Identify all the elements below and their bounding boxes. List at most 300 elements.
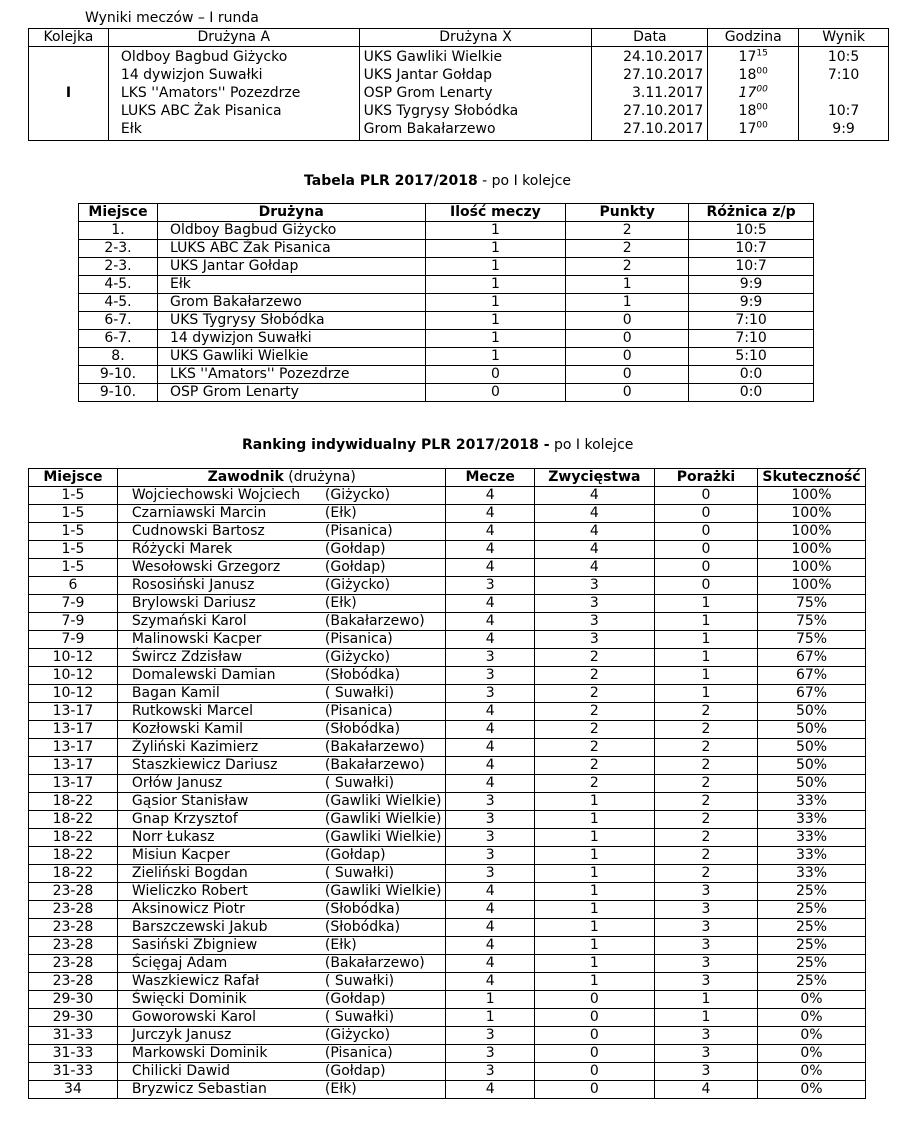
player-cell [117, 1027, 446, 1045]
player-team: (Gawliki Wielkie) [324, 793, 442, 809]
player-cell [117, 667, 446, 685]
team-cell: Grom Bakałarzewo [157, 294, 425, 312]
table-row [29, 577, 866, 595]
player-name: Markowski Dominik [131, 1045, 268, 1061]
player-team: (Ełk) [324, 1081, 357, 1097]
player-cell [117, 613, 446, 631]
player-cell [117, 865, 446, 883]
place-cell: 29-30 [29, 1009, 118, 1027]
table-row [29, 505, 866, 523]
efficiency-cell: 67% [758, 685, 866, 703]
points-cell: 0 [566, 330, 689, 348]
player-name: Bagan Kamil [131, 685, 220, 701]
player-name: Żyliński Kazimierz [131, 739, 259, 755]
match-hour: 17 [738, 49, 757, 65]
place-cell: 6 [29, 577, 118, 595]
table-row [79, 222, 814, 240]
player-name: Chilicki Dawid [131, 1063, 230, 1079]
matches-cell: 3 [446, 865, 534, 883]
efficiency-cell: 100% [758, 487, 866, 505]
losses-cell: 3 [654, 883, 757, 901]
player-team: (Bakałarzewo) [324, 739, 425, 755]
team-cell: LUKS ABC Żak Pisanica [157, 240, 425, 258]
team-a-name: LKS ''Amators'' Pozezdrze [120, 85, 301, 101]
efficiency-cell: 25% [758, 973, 866, 991]
losses-cell: 1 [654, 595, 757, 613]
wins-cell: 2 [534, 685, 654, 703]
table-row [29, 1045, 866, 1063]
efficiency-cell: 25% [758, 955, 866, 973]
header-team-x: Drużyna X [359, 29, 592, 47]
points-cell: 0 [566, 384, 689, 402]
place-cell: 7-9 [29, 613, 118, 631]
matches-cell: 4 [446, 739, 534, 757]
time-cell [708, 47, 799, 141]
wins-cell: 4 [534, 541, 654, 559]
place-cell: 7-9 [29, 595, 118, 613]
difference-cell: 9:9 [689, 276, 814, 294]
player-name: Barszczewski Jakub [131, 919, 268, 935]
efficiency-cell: 100% [758, 541, 866, 559]
wins-cell: 1 [534, 793, 654, 811]
wins-cell: 4 [534, 523, 654, 541]
matches-cell: 4 [446, 919, 534, 937]
player-team: (Gawliki Wielkie) [324, 829, 442, 845]
matches-count-cell: 1 [425, 312, 566, 330]
table-row [29, 1027, 866, 1045]
losses-cell: 3 [654, 919, 757, 937]
player-cell [117, 577, 446, 595]
player-entry [132, 1081, 442, 1098]
table-row [29, 919, 866, 937]
place-cell: 23-28 [29, 883, 118, 901]
player-name: Goworowski Karol [131, 1009, 256, 1025]
player-cell [117, 1063, 446, 1081]
match-time [712, 102, 794, 120]
player-team: (Gołdap) [324, 541, 386, 557]
wins-cell: 1 [534, 937, 654, 955]
player-team: ( Suwałki) [324, 685, 395, 701]
matches-cell: 1 [446, 1009, 534, 1027]
team-cell: Oldboy Bagbud Giżycko [157, 222, 425, 240]
player-team: (Bakałarzewo) [324, 613, 425, 629]
matches-cell: 4 [446, 703, 534, 721]
player-team: (Gawliki Wielkie) [324, 811, 442, 827]
place-cell: 1. [79, 222, 158, 240]
player-entry [132, 577, 442, 594]
difference-cell: 5:10 [689, 348, 814, 366]
losses-cell: 2 [654, 703, 757, 721]
place-cell: 6-7. [79, 312, 158, 330]
efficiency-cell: 100% [758, 577, 866, 595]
player-team: (Giżycko) [324, 487, 391, 503]
player-entry [132, 793, 442, 810]
table-row [29, 1081, 866, 1099]
place-cell: 18-22 [29, 865, 118, 883]
efficiency-cell: 67% [758, 667, 866, 685]
team-x-name: OSP Grom Lenarty [363, 85, 493, 101]
team-x-name: UKS Gawliki Wielkie [363, 49, 503, 65]
player-team: (Pisanica) [324, 703, 393, 719]
matches-cell: 3 [446, 649, 534, 667]
match-hour: 17 [738, 85, 757, 101]
matches-cell: 4 [446, 541, 534, 559]
difference-cell: 10:7 [689, 240, 814, 258]
place-cell: 34 [29, 1081, 118, 1099]
player-name: Zieliński Bogdan [131, 865, 248, 881]
player-entry [132, 775, 442, 792]
player-name: Malinowski Kacper [131, 631, 262, 647]
player-entry [132, 595, 442, 612]
table-row [29, 757, 866, 775]
player-entry [132, 1045, 442, 1062]
place-cell: 29-30 [29, 991, 118, 1009]
player-cell [117, 793, 446, 811]
losses-cell: 0 [654, 487, 757, 505]
points-cell: 2 [566, 240, 689, 258]
match-minute: 15 [756, 48, 768, 59]
player-name: Wesołowski Grzegorz [131, 559, 281, 575]
efficiency-cell: 75% [758, 613, 866, 631]
matches-cell: 4 [446, 757, 534, 775]
losses-cell: 1 [654, 667, 757, 685]
wins-cell: 2 [534, 667, 654, 685]
team-a-name: 14 dywizjon Suwałki [120, 67, 263, 83]
wins-cell: 2 [534, 757, 654, 775]
points-cell: 0 [566, 366, 689, 384]
player-entry [132, 811, 442, 828]
difference-cell: 0:0 [689, 384, 814, 402]
efficiency-cell: 67% [758, 649, 866, 667]
player-team: (Giżycko) [324, 649, 391, 665]
header-losses: Porażki [654, 469, 757, 487]
header-team: Drużyna [157, 204, 425, 222]
efficiency-cell: 50% [758, 721, 866, 739]
efficiency-cell: 33% [758, 793, 866, 811]
team-x-name: UKS Tygrysy Słobódka [363, 103, 519, 119]
results-header-row [29, 29, 889, 47]
table-row [29, 703, 866, 721]
wins-cell: 1 [534, 865, 654, 883]
table-row [29, 559, 866, 577]
place-cell: 10-12 [29, 667, 118, 685]
player-name: Szymański Karol [131, 613, 247, 629]
player-team: (Bakałarzewo) [324, 757, 425, 773]
efficiency-cell: 0% [758, 1063, 866, 1081]
losses-cell: 1 [654, 649, 757, 667]
matches-cell: 4 [446, 1081, 534, 1099]
losses-cell: 4 [654, 1081, 757, 1099]
player-name: Święcki Dominik [131, 991, 247, 1007]
wins-cell: 4 [534, 559, 654, 577]
place-cell: 23-28 [29, 937, 118, 955]
player-cell [117, 1009, 446, 1027]
match-hour: 18 [738, 103, 757, 119]
player-cell [117, 523, 446, 541]
losses-cell: 0 [654, 541, 757, 559]
match-date: 27.10.2017 [623, 67, 704, 83]
table-row [29, 973, 866, 991]
place-cell: 13-17 [29, 757, 118, 775]
wins-cell: 0 [534, 1081, 654, 1099]
wins-cell: 3 [534, 613, 654, 631]
header-player: Zawodnik (drużyna) [117, 469, 446, 487]
player-entry [132, 829, 442, 846]
team-a-name: Oldboy Bagbud Giżycko [120, 49, 288, 65]
player-team: (Gołdap) [324, 847, 386, 863]
matches-cell: 3 [446, 1063, 534, 1081]
matches-cell: 4 [446, 775, 534, 793]
efficiency-cell: 75% [758, 631, 866, 649]
player-name: Cudnowski Bartosz [131, 523, 265, 539]
match-date: 27.10.2017 [623, 103, 704, 119]
table-row [29, 721, 866, 739]
player-name: Kozłowski Kamil [131, 721, 243, 737]
header-place: Miejsce [79, 204, 158, 222]
matches-cell: 1 [446, 991, 534, 1009]
player-cell [117, 1045, 446, 1063]
matches-count-cell: 1 [425, 348, 566, 366]
wins-cell: 2 [534, 721, 654, 739]
player-cell [117, 955, 446, 973]
team-x-cell [359, 47, 592, 141]
place-cell: 13-17 [29, 703, 118, 721]
losses-cell: 0 [654, 577, 757, 595]
matches-cell: 4 [446, 559, 534, 577]
place-cell: 13-17 [29, 721, 118, 739]
player-name: Brylowski Dariusz [131, 595, 256, 611]
losses-cell: 0 [654, 559, 757, 577]
efficiency-cell: 50% [758, 775, 866, 793]
wins-cell: 2 [534, 775, 654, 793]
player-entry [132, 703, 442, 720]
team-cell: 14 dywizjon Suwałki [157, 330, 425, 348]
match-time [712, 66, 794, 84]
team-cell: UKS Jantar Gołdap [157, 258, 425, 276]
efficiency-cell: 25% [758, 919, 866, 937]
place-cell: 10-12 [29, 685, 118, 703]
match-date: 3.11.2017 [631, 85, 704, 101]
wins-cell: 1 [534, 847, 654, 865]
matches-count-cell: 1 [425, 294, 566, 312]
matches-cell: 3 [446, 1027, 534, 1045]
team-cell: Ełk [157, 276, 425, 294]
points-cell: 2 [566, 222, 689, 240]
matches-cell: 3 [446, 811, 534, 829]
place-cell: 31-33 [29, 1027, 118, 1045]
place-cell: 8. [79, 348, 158, 366]
losses-cell: 3 [654, 937, 757, 955]
efficiency-cell: 25% [758, 901, 866, 919]
matches-cell: 4 [446, 955, 534, 973]
player-name: Domalewski Damian [131, 667, 276, 683]
player-cell [117, 775, 446, 793]
points-cell: 1 [566, 294, 689, 312]
player-team: (Słobódka) [324, 721, 401, 737]
wins-cell: 1 [534, 883, 654, 901]
results-body-row [29, 47, 889, 141]
difference-cell: 10:5 [689, 222, 814, 240]
header-efficiency: Skuteczność [758, 469, 866, 487]
place-cell: 31-33 [29, 1063, 118, 1081]
losses-cell: 2 [654, 847, 757, 865]
table-row [79, 312, 814, 330]
match-time [712, 120, 794, 138]
player-name: Bryzwicz Sebastian [131, 1081, 267, 1097]
table-row [79, 348, 814, 366]
points-cell: 0 [566, 312, 689, 330]
player-cell [117, 829, 446, 847]
efficiency-cell: 100% [758, 559, 866, 577]
table-row [29, 775, 866, 793]
points-cell: 2 [566, 258, 689, 276]
player-entry [132, 541, 442, 558]
player-cell [117, 721, 446, 739]
table-row [29, 1009, 866, 1027]
matches-cell: 3 [446, 793, 534, 811]
table-row [79, 366, 814, 384]
matches-cell: 4 [446, 901, 534, 919]
efficiency-cell: 100% [758, 523, 866, 541]
difference-cell: 9:9 [689, 294, 814, 312]
match-score: 7:10 [827, 67, 860, 83]
place-cell: 1-5 [29, 487, 118, 505]
score-cell [799, 47, 889, 141]
matches-cell: 4 [446, 631, 534, 649]
player-name: Norr Łukasz [131, 829, 215, 845]
match-score: 9:9 [832, 121, 855, 137]
team-x-name: UKS Jantar Gołdap [363, 67, 493, 83]
wins-cell: 0 [534, 1027, 654, 1045]
losses-cell: 3 [654, 1027, 757, 1045]
player-entry [132, 865, 442, 882]
table-row [29, 901, 866, 919]
match-time [712, 48, 794, 66]
efficiency-cell: 25% [758, 937, 866, 955]
losses-cell: 2 [654, 829, 757, 847]
player-cell [117, 883, 446, 901]
player-team: (Giżycko) [324, 577, 391, 593]
losses-cell: 2 [654, 775, 757, 793]
place-cell: 7-9 [29, 631, 118, 649]
header-time: Godzina [708, 29, 799, 47]
player-name: Wieliczko Robert [131, 883, 248, 899]
efficiency-cell: 33% [758, 865, 866, 883]
wins-cell: 1 [534, 919, 654, 937]
losses-cell: 0 [654, 523, 757, 541]
player-team: (Ełk) [324, 937, 357, 953]
matches-count-cell: 1 [425, 222, 566, 240]
player-name: Orłów Janusz [131, 775, 223, 791]
header-score: Wynik [799, 29, 889, 47]
player-team: (Ełk) [324, 595, 357, 611]
player-name: Jurczyk Janusz [131, 1027, 232, 1043]
player-name: Gąsior Stanisław [131, 793, 249, 809]
player-cell [117, 487, 446, 505]
table-row [79, 330, 814, 348]
matches-cell: 4 [446, 721, 534, 739]
match-time [712, 84, 794, 102]
points-cell: 0 [566, 348, 689, 366]
matches-count-cell: 0 [425, 384, 566, 402]
difference-cell: 0:0 [689, 366, 814, 384]
losses-cell: 2 [654, 811, 757, 829]
player-entry [132, 973, 442, 990]
place-cell: 23-28 [29, 919, 118, 937]
player-entry [132, 937, 442, 954]
player-name: Waszkiewicz Rafał [131, 973, 260, 989]
player-entry [132, 613, 442, 630]
header-team-a: Drużyna A [108, 29, 359, 47]
table-row [79, 240, 814, 258]
matches-cell: 4 [446, 487, 534, 505]
player-cell [117, 559, 446, 577]
player-cell [117, 505, 446, 523]
player-entry [132, 559, 442, 576]
matches-count-cell: 0 [425, 366, 566, 384]
matches-cell: 3 [446, 1045, 534, 1063]
player-entry [132, 505, 442, 522]
table-row [79, 384, 814, 402]
player-entry [132, 991, 442, 1008]
team-a-cell [108, 47, 359, 141]
losses-cell: 2 [654, 757, 757, 775]
player-team: (Ełk) [324, 505, 357, 521]
table-row [29, 991, 866, 1009]
player-entry [132, 685, 442, 702]
efficiency-cell: 33% [758, 811, 866, 829]
wins-cell: 1 [534, 811, 654, 829]
player-name: Czarniawski Marcin [131, 505, 267, 521]
place-cell: 18-22 [29, 829, 118, 847]
standings-title: Tabela PLR 2017/2018 - po I kolejce [304, 173, 572, 189]
matches-cell: 4 [446, 523, 534, 541]
ranking-title: Ranking indywidualny PLR 2017/2018 - po I kolejce [242, 437, 634, 453]
player-cell [117, 811, 446, 829]
table-row [29, 955, 866, 973]
matches-count-cell: 1 [425, 330, 566, 348]
losses-cell: 1 [654, 613, 757, 631]
place-cell: 1-5 [29, 523, 118, 541]
player-team: (Pisanica) [324, 1045, 393, 1061]
table-row [29, 595, 866, 613]
player-name: Rososiński Janusz [131, 577, 255, 593]
player-team: ( Suwałki) [324, 973, 395, 989]
player-name: Staszkiewicz Dariusz [131, 757, 278, 773]
matches-cell: 4 [446, 505, 534, 523]
matches-cell: 3 [446, 667, 534, 685]
player-team: (Gołdap) [324, 1063, 386, 1079]
player-entry [132, 631, 442, 648]
wins-cell: 1 [534, 973, 654, 991]
wins-cell: 1 [534, 955, 654, 973]
team-cell: UKS Tygrysy Słobódka [157, 312, 425, 330]
player-team: (Słobódka) [324, 667, 401, 683]
table-row [29, 847, 866, 865]
losses-cell: 3 [654, 1063, 757, 1081]
wins-cell: 3 [534, 631, 654, 649]
results-title: Wyniki meczów – I runda [85, 10, 259, 26]
place-cell: 4-5. [79, 276, 158, 294]
losses-cell: 3 [654, 955, 757, 973]
place-cell: 23-28 [29, 955, 118, 973]
player-cell [117, 649, 446, 667]
wins-cell: 0 [534, 1009, 654, 1027]
player-cell [117, 703, 446, 721]
losses-cell: 1 [654, 685, 757, 703]
player-team: (Gołdap) [324, 559, 386, 575]
wins-cell: 4 [534, 505, 654, 523]
